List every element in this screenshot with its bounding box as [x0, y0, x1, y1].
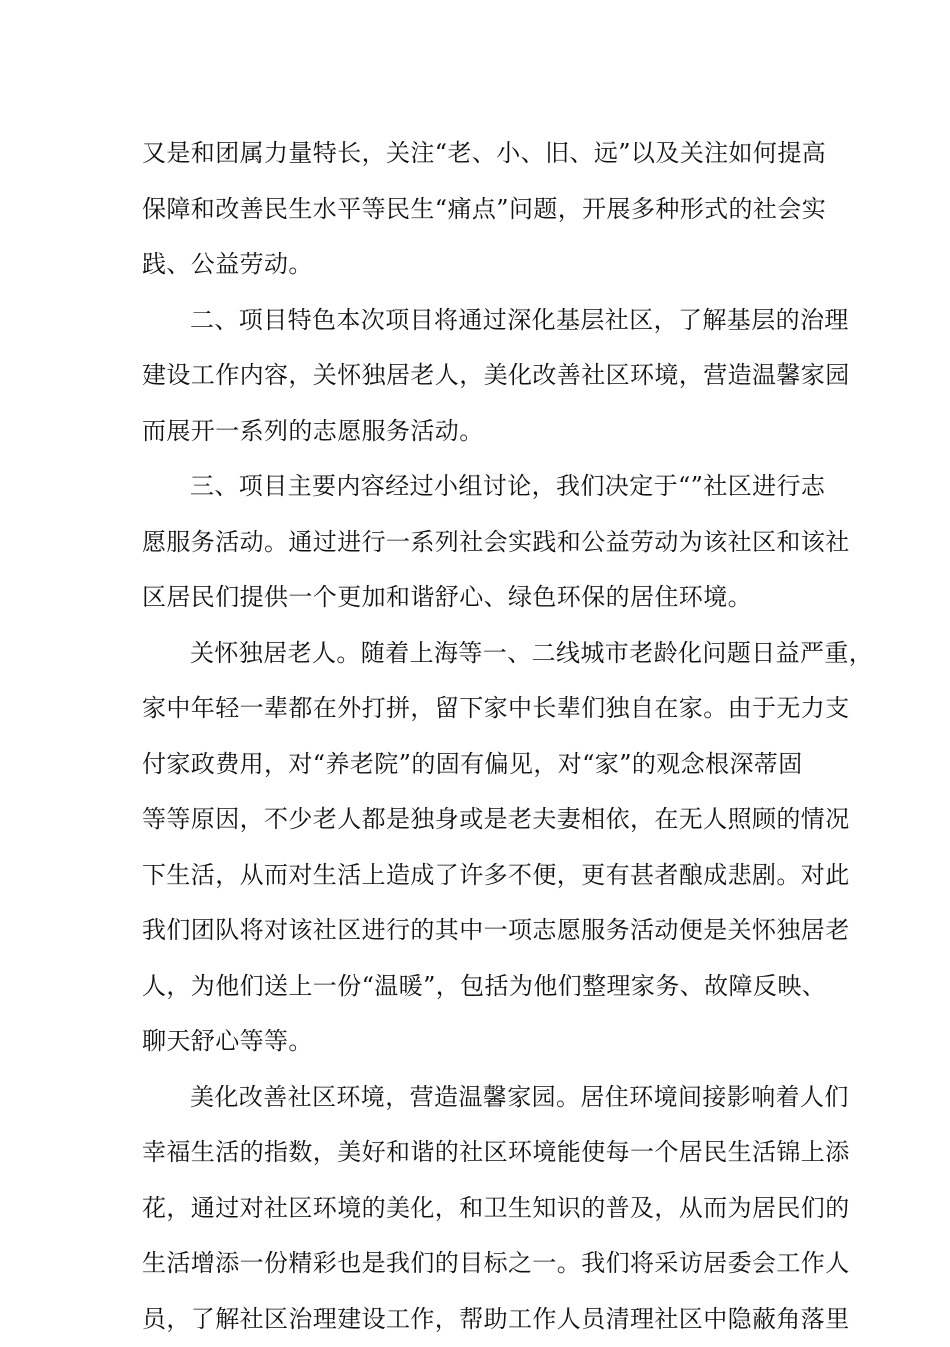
text-line-18: 美化改善社区环境，营造温馨家园。居住环境间接影响着人们: [142, 1070, 808, 1126]
text-line-13: 等等原因，不少老人都是独身或是老夫妻相依，在无人照顾的情况: [142, 792, 808, 848]
text-line-21: 生活增添一份精彩也是我们的目标之一。我们将采访居委会工作人: [142, 1236, 808, 1292]
text-line-4: 二、项目特色本次项目将通过深化基层社区，了解基层的治理: [142, 293, 808, 349]
text-line-9: 区居民们提供一个更加和谐舒心、绿色环保的居住环境。: [142, 570, 808, 626]
text-line-22: 员，了解社区治理建设工作，帮助工作人员清理社区中隐蔽角落里: [142, 1292, 808, 1347]
text-line-2: 保障和改善民生水平等民生“痛点”问题，开展多种形式的社会实: [142, 182, 808, 238]
text-line-11: 家中年轻一辈都在外打拼，留下家中长辈们独自在家。由于无力支: [142, 681, 808, 737]
text-line-1: 又是和团属力量特长，关注“老、小、旧、远”以及关注如何提高: [142, 126, 808, 182]
text-line-5: 建设工作内容，关怀独居老人，美化改善社区环境，营造温馨家园: [142, 348, 808, 404]
text-line-17: 聊天舒心等等。: [142, 1014, 808, 1070]
text-line-12: 付家政费用，对“养老院”的固有偏见，对“家”的观念根深蒂固: [142, 737, 808, 793]
text-line-19: 幸福生活的指数，美好和谐的社区环境能使每一个居民生活锦上添: [142, 1125, 808, 1181]
document-body: [142, 126, 808, 1347]
text-line-6: 而展开一系列的志愿服务活动。: [142, 404, 808, 460]
text-line-8: 愿服务活动。通过进行一系列社会实践和公益劳动为该社区和该社: [142, 515, 808, 571]
text-line-7: 三、项目主要内容经过小组讨论，我们决定于“”社区进行志: [142, 459, 808, 515]
text-line-10: 关怀独居老人。随着上海等一、二线城市老龄化问题日益严重，: [142, 626, 808, 682]
text-line-3: 践、公益劳动。: [142, 237, 808, 293]
text-line-14: 下生活，从而对生活上造成了许多不便，更有甚者酿成悲剧。对此: [142, 848, 808, 904]
text-line-15: 我们团队将对该社区进行的其中一项志愿服务活动便是关怀独居老: [142, 903, 808, 959]
text-line-20: 花，通过对社区环境的美化，和卫生知识的普及，从而为居民们的: [142, 1181, 808, 1237]
text-line-16: 人，为他们送上一份“温暖”，包括为他们整理家务、故障反映、: [142, 959, 808, 1015]
